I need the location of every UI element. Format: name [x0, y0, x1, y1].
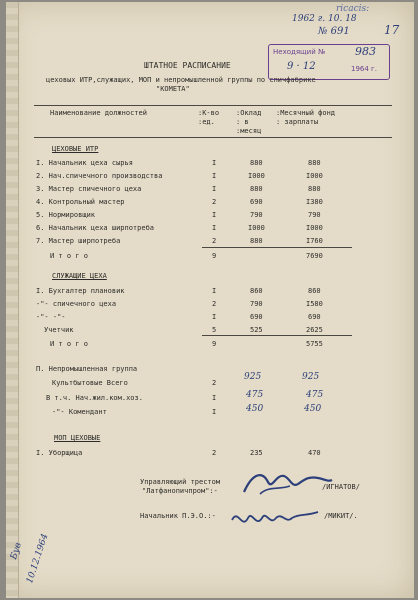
section-title-itr: ЦЕХОВЫЕ ИТР: [52, 145, 99, 153]
stamp-year: 1964 г.: [351, 65, 377, 73]
row-name: Культбытовые Всего: [52, 379, 128, 387]
header-col-salary-b: : в: [236, 118, 249, 126]
signature-org-1: "Латфанопичпром":-: [142, 487, 218, 495]
binding-strip: [6, 2, 19, 598]
document-subtitle-name: "КОМЕТА": [156, 85, 190, 93]
row-name: -"- -"-: [36, 313, 66, 321]
header-rule-top: [34, 105, 392, 106]
corner-date: 1962 г. 10. 18: [292, 14, 357, 24]
corner-number: № 691: [318, 26, 350, 37]
document-subtitle: цеховых ИТР,служащих, МОП и непромышленной группы по спичфабрике: [46, 76, 316, 84]
row-name: Учетчик: [44, 326, 74, 334]
signature-name-2: /МИКИТ/.: [324, 512, 358, 520]
row-name: 2. Нач.спичечного производства: [36, 172, 163, 180]
row-salary: 880: [250, 237, 263, 245]
row-qty: 2: [212, 237, 217, 245]
row-fund: I760: [306, 237, 323, 245]
row-name: 7. Мастер ширпотреба: [36, 237, 121, 245]
total-qty: 9: [212, 252, 217, 260]
total-qty: 9: [212, 340, 217, 348]
row-salary: I000: [248, 224, 265, 232]
row-salary: 690: [250, 313, 263, 321]
stamp-date: 9 · 12: [287, 61, 316, 72]
signature-mark-1: [238, 464, 334, 504]
header-col-fund-a: :Месячный фонд: [276, 109, 336, 117]
section-title-mop: МОП ЦЕХОВЫЕ: [54, 434, 101, 442]
row-name: -"- Комендант: [52, 408, 107, 416]
total-rule: [202, 335, 352, 336]
row-qty: 5: [212, 326, 217, 334]
row-salary: 925: [244, 372, 262, 382]
corner-prefix: ricacis:: [336, 4, 370, 14]
document-title: ШТАТНОЕ РАСПИСАНИЕ: [144, 61, 231, 70]
row-name: -"- спичечного цеха: [36, 300, 117, 308]
row-salary: 880: [250, 185, 263, 193]
row-name: I. Начальник цеха сырья: [36, 159, 133, 167]
row-qty: 2: [212, 449, 217, 457]
row-name: 3. Мастер спичечного цеха: [36, 185, 142, 193]
total-rule: [202, 247, 352, 248]
row-fund: 470: [308, 449, 321, 457]
margin-note-2: 10.12.1964: [25, 532, 51, 585]
row-fund: 2625: [306, 326, 323, 334]
corner-mark: 17: [384, 23, 400, 37]
row-salary: 450: [246, 404, 264, 414]
row-fund: 690: [308, 313, 321, 321]
total-fund: 7690: [306, 252, 323, 260]
row-name: 6. Начальник цеха ширпотреба: [36, 224, 155, 232]
header-col-salary-c: :месяц: [236, 127, 262, 135]
signature-mark-2: [228, 500, 324, 536]
registration-stamp: [268, 44, 390, 80]
row-qty: I: [212, 159, 217, 167]
row-salary: 475: [246, 390, 264, 400]
row-fund: 880: [308, 185, 321, 193]
row-fund: I000: [306, 172, 323, 180]
row-qty: I: [212, 224, 217, 232]
row-name: 5. Нормировщик: [36, 211, 96, 219]
row-name: I. Уборщица: [36, 449, 83, 457]
row-qty: 2: [212, 198, 217, 206]
row-salary: I000: [248, 172, 265, 180]
row-fund: I580: [306, 300, 323, 308]
row-qty: I: [212, 313, 217, 321]
document-page: [6, 2, 414, 598]
signature-title-2: Начальник П.Э.О.:-: [140, 512, 216, 520]
header-col-qty-b: :ед.: [198, 118, 215, 126]
total-fund: 5755: [306, 340, 323, 348]
row-qty: I: [212, 394, 217, 402]
row-qty: I: [212, 287, 217, 295]
row-fund: I000: [306, 224, 323, 232]
row-fund: 925: [302, 372, 320, 382]
row-qty: I: [212, 408, 217, 416]
row-name: I. Бухгалтер плановик: [36, 287, 125, 295]
header-col-salary-a: :Оклад: [236, 109, 262, 117]
header-col-name: Наименование должностей: [50, 109, 147, 117]
section-title-staff: СЛУЖАЩИЕ ЦЕХА: [52, 272, 107, 280]
row-qty: I: [212, 172, 217, 180]
row-name: В т.ч. Нач.жил.ком.хоз.: [46, 394, 143, 402]
row-salary: 790: [250, 300, 263, 308]
signature-name-1: /ИГНАТОВ/: [322, 483, 360, 491]
row-qty: I: [212, 211, 217, 219]
header-col-qty-a: :К-во: [198, 109, 220, 117]
row-salary: 690: [250, 198, 263, 206]
margin-note-1: Був: [9, 541, 24, 561]
stamp-number: 983: [355, 45, 376, 58]
total-label: И т о г о: [50, 340, 88, 348]
stamp-label: Неходящий №: [273, 48, 326, 56]
row-fund: I380: [306, 198, 323, 206]
section-title-nonprod: П. Непромышленная группа: [36, 365, 138, 373]
row-fund: 860: [308, 287, 321, 295]
signature-title-1: Управляющий трестом: [140, 478, 221, 486]
row-fund: 475: [306, 390, 324, 400]
header-col-fund-b: : зарплаты: [276, 118, 319, 126]
row-fund: 880: [308, 159, 321, 167]
row-name: 4. Контрольный мастер: [36, 198, 125, 206]
row-qty: I: [212, 185, 217, 193]
row-fund: 450: [304, 404, 322, 414]
row-qty: 2: [212, 300, 217, 308]
header-rule-bottom: [34, 137, 392, 138]
row-salary: 880: [250, 159, 263, 167]
row-qty: 2: [212, 379, 217, 387]
row-salary: 525: [250, 326, 263, 334]
row-salary: 235: [250, 449, 263, 457]
row-salary: 860: [250, 287, 263, 295]
row-fund: 790: [308, 211, 321, 219]
row-salary: 790: [250, 211, 263, 219]
total-label: И т о г о: [50, 252, 88, 260]
